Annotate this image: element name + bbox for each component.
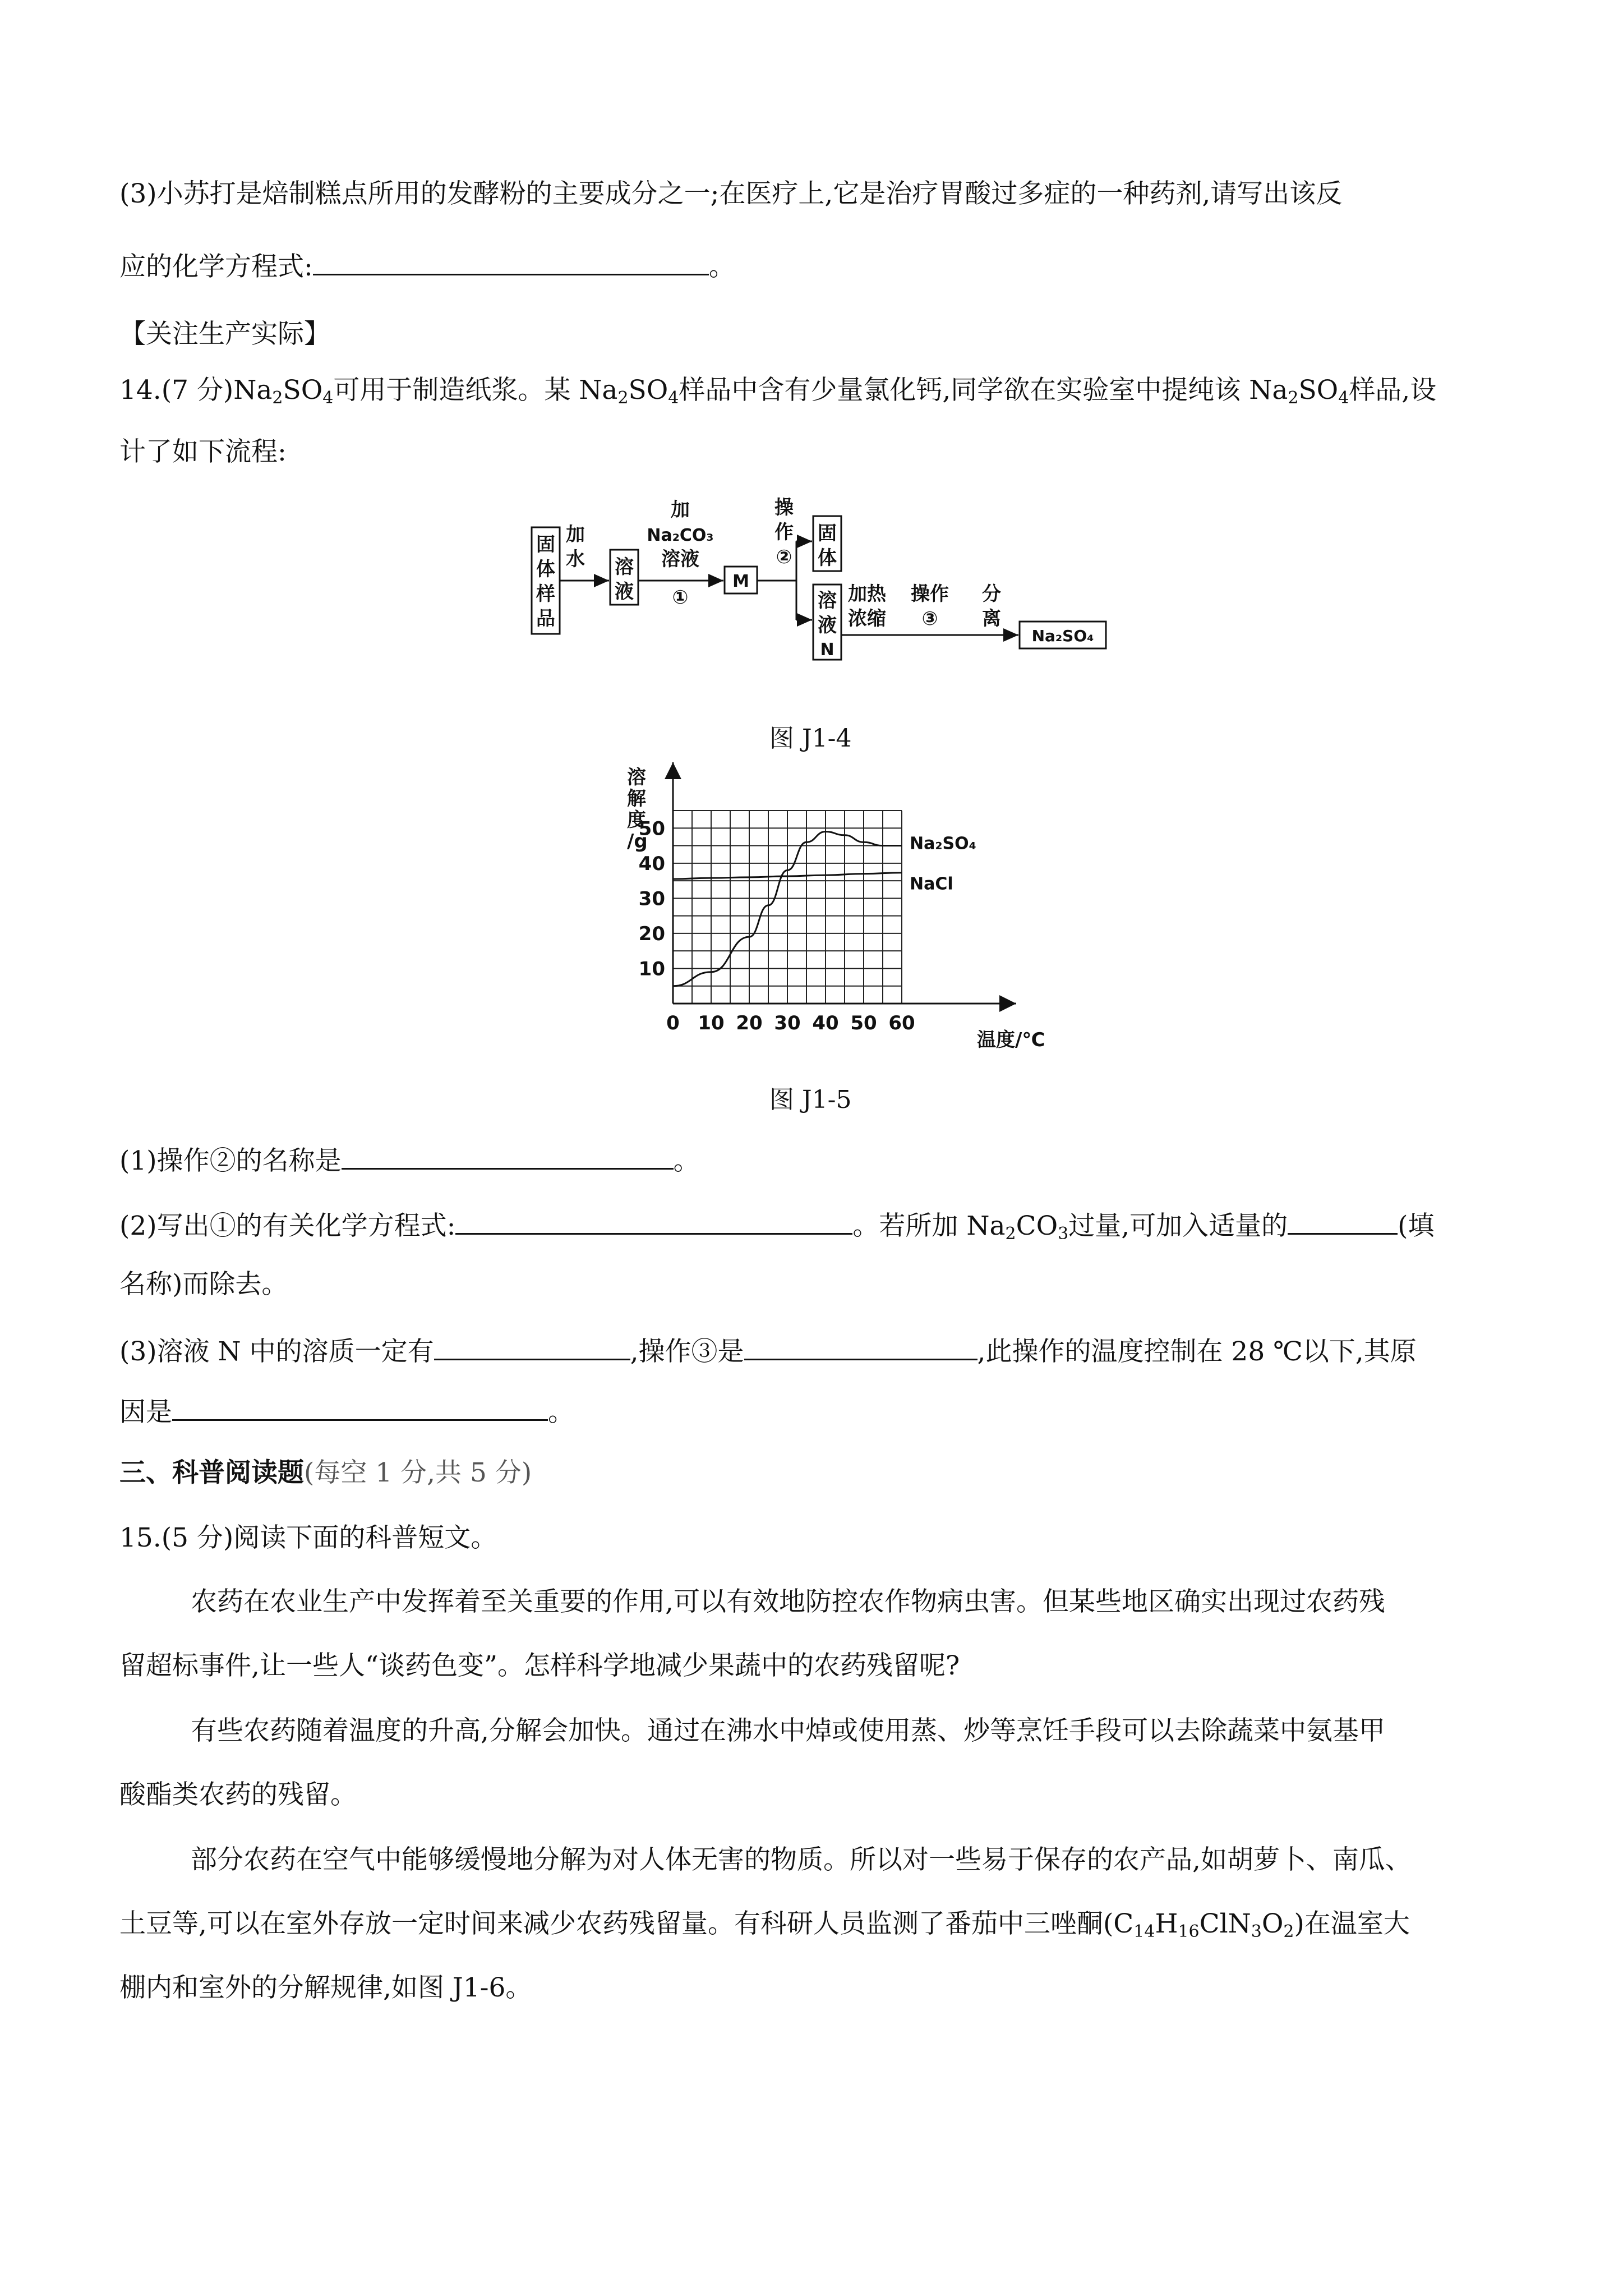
box-solid-sample-c2: 样	[536, 583, 555, 605]
sub: 3	[1058, 1224, 1069, 1244]
figure-caption-j1-4: 图 J1-4	[769, 724, 852, 753]
label-op3-1: ③	[921, 608, 938, 630]
box-product-label: Na₂SO₄	[1031, 627, 1094, 645]
q14-stem-a: 14.(7 分)Na	[119, 375, 273, 406]
section3-heading	[119, 1456, 532, 1490]
label-separate-1: 离	[982, 608, 1001, 630]
box-solid-c1: 体	[818, 547, 837, 569]
y-axis-label-3: /g	[627, 830, 648, 853]
q14-sub3-line2	[119, 1393, 574, 1429]
q15-para3-c: ClN	[1199, 1908, 1251, 1939]
x-axis-label: 温度/℃	[977, 1029, 1045, 1051]
q15-para1-line2: 留超标事件,让一些人“谈药色变”。怎样科学地减少果蔬中的农药残留呢?	[119, 1650, 960, 1681]
x-tick-label: 30	[774, 1012, 801, 1034]
label-add-water-1: 水	[566, 548, 585, 570]
q15-para2-line2: 酸酯类农药的残留。	[119, 1779, 357, 1810]
q14-sub3-c: ,此操作的温度控制在 28 ℃以下,其原	[977, 1336, 1417, 1367]
box-solution-n-c2: N	[820, 640, 834, 660]
section-focus-heading: 【关注生产实际】	[119, 319, 330, 349]
q15-stem: 15.(5 分)阅读下面的科普短文。	[119, 1522, 497, 1553]
x-tick-label: 50	[850, 1012, 877, 1034]
q14-sub2-mid-a: 。若所加 Na	[852, 1211, 1006, 1241]
sub: 14	[1133, 1922, 1155, 1941]
q14-stem-line1	[119, 374, 1436, 407]
box-solid-c0: 固	[818, 522, 837, 545]
answer-blank-reason[interactable]	[172, 1393, 548, 1421]
section3-title: 三、科普阅读题	[119, 1457, 304, 1488]
q14-sub2-mid-c: 过量,可加入适量的	[1068, 1211, 1288, 1241]
sub: 16	[1178, 1922, 1200, 1941]
sub: 3	[1251, 1922, 1262, 1941]
x-tick-label: 0	[666, 1012, 680, 1034]
answer-blank-op2-name[interactable]	[342, 1142, 674, 1170]
answer-blank-solute[interactable]	[434, 1333, 630, 1360]
q14-stem-d: SO	[628, 375, 668, 406]
q15-para3-d: O	[1261, 1908, 1284, 1939]
label-add: 加	[671, 499, 690, 521]
box-m-label: M	[732, 572, 749, 591]
q14-stem-b: SO	[283, 375, 323, 406]
q15-para3-line2	[119, 1907, 1410, 1941]
q14-sub2-prefix: (2)写出①的有关化学方程式:	[119, 1211, 456, 1241]
section3-note: (每空 1 分,共 5 分)	[304, 1457, 532, 1488]
label-add-water-0: 加	[566, 523, 585, 546]
q14-stem-f: SO	[1298, 375, 1339, 406]
q14-sub2-line2: 名称)而除去。	[119, 1269, 288, 1300]
x-tick-label: 40	[812, 1012, 839, 1034]
label-solution: 溶液	[661, 548, 699, 570]
answer-blank-reaction[interactable]	[455, 1207, 852, 1235]
box-solution-c0: 溶	[615, 556, 634, 578]
answer-blank-reagent[interactable]	[1288, 1207, 1398, 1235]
box-solid-sample-c3: 品	[536, 608, 555, 630]
q14-sub1-period: 。	[673, 1145, 700, 1176]
q14-sub1	[119, 1142, 700, 1178]
label-separate-0: 分	[982, 583, 1001, 605]
sub: 4	[1338, 388, 1349, 408]
y-axis-label-2: 度	[627, 809, 646, 831]
y-tick-label: 50	[638, 817, 665, 840]
label-heat: 加热	[848, 583, 886, 605]
answer-blank-op3[interactable]	[744, 1333, 978, 1360]
q14-sub3-b: ,操作③是	[630, 1336, 744, 1367]
q14-sub3-a: (3)溶液 N 中的溶质一定有	[119, 1336, 434, 1367]
chart-grid	[673, 811, 902, 1004]
q14-sub1-prefix: (1)操作②的名称是	[119, 1145, 342, 1176]
label-concentrate: 浓缩	[848, 608, 886, 630]
box-solid-sample-c1: 体	[536, 558, 555, 581]
sub: 2	[1283, 1922, 1294, 1941]
flow-diagram	[522, 494, 1116, 662]
figure-caption-j1-5: 图 J1-5	[769, 1085, 852, 1114]
y-tick-label: 30	[638, 887, 665, 910]
q15-para1-line1: 农药在农业生产中发挥着至关重要的作用,可以有效地防控农作物病虫害。但某些地区确实出现过农药残	[191, 1586, 1385, 1617]
y-tick-label: 20	[638, 922, 665, 945]
q14-stem-e: 样品中含有少量氯化钙,同学欲在实验室中提纯该 Na	[679, 375, 1288, 406]
q14-sub3-period: 。	[548, 1397, 574, 1428]
y-tick-label: 40	[638, 852, 665, 875]
box-solution-n-c1: 液	[818, 614, 837, 637]
label-op2-1: 作	[774, 521, 794, 544]
sub: 2	[272, 388, 283, 408]
box-solution-n-c0: 溶	[818, 590, 837, 612]
sub: 2	[1288, 388, 1299, 408]
q14-sub3-line1	[119, 1333, 1417, 1369]
x-tick-label: 10	[698, 1012, 725, 1034]
label-step1: ①	[672, 586, 689, 609]
box-solution-c1: 液	[615, 581, 634, 603]
label-op2-0: 操	[774, 496, 794, 519]
sub: 4	[668, 388, 679, 408]
y-axis-label-0: 溶	[627, 766, 646, 789]
q14-stem-c: 可用于制造纸浆。某 Na	[333, 375, 618, 406]
q14-sub2-mid-b: CO	[1016, 1211, 1058, 1241]
sub: 2	[617, 388, 629, 408]
q14-sub3-prefix: 因是	[119, 1397, 172, 1428]
q13-part3-line2	[119, 248, 735, 284]
series-label-1: NaCl	[910, 874, 953, 894]
label-op3-0: 操作	[911, 583, 949, 605]
sub: 4	[322, 388, 334, 408]
q13-part3-line1: (3)小苏打是焙制糕点所用的发酵粉的主要成分之一;在医疗上,它是治疗胃酸过多症的一种药剂,请写出该反	[119, 178, 1343, 209]
series-label-0: Na₂SO₄	[910, 834, 976, 854]
q13-part3-prefix: 应的化学方程式:	[119, 251, 313, 282]
x-tick-label: 60	[888, 1012, 915, 1034]
q15-para3-e: )在温室大	[1294, 1908, 1410, 1939]
label-op2-2: ②	[776, 546, 792, 568]
y-tick-label: 10	[638, 958, 665, 981]
q15-para3-line3: 棚内和室外的分解规律,如图 J1-6。	[119, 1972, 532, 2003]
box-solid-sample-c0: 固	[536, 533, 555, 556]
q13-part3-period: 。	[708, 251, 735, 282]
q14-sub2-post: (填	[1398, 1211, 1435, 1241]
q14-stem-line2: 计了如下流程:	[119, 436, 287, 467]
y-axis-label-1: 解	[627, 788, 646, 810]
solubility-chart	[611, 760, 1045, 1063]
answer-blank-equation[interactable]	[313, 248, 709, 275]
q15-para2-line1: 有些农药随着温度的升高,分解会加快。通过在沸水中焯或使用蒸、炒等烹饪手段可以去除蔬菜中氨基甲	[191, 1715, 1385, 1746]
q14-stem-g: 样品,设	[1349, 375, 1437, 406]
sub: 2	[1005, 1224, 1016, 1244]
label-na2co3: Na₂CO₃	[647, 526, 714, 545]
q15-para3-line1: 部分农药在空气中能够缓慢地分解为对人体无害的物质。所以对一些易于保存的农产品,如胡萝卜、南瓜、	[191, 1844, 1412, 1875]
q14-sub2-line1	[119, 1207, 1435, 1243]
q15-para3-a: 土豆等,可以在室外存放一定时间来减少农药残留量。有科研人员监测了番茄中三唑酮(C	[119, 1908, 1134, 1939]
q15-para3-b: H	[1155, 1908, 1178, 1939]
x-tick-label: 20	[736, 1012, 763, 1034]
